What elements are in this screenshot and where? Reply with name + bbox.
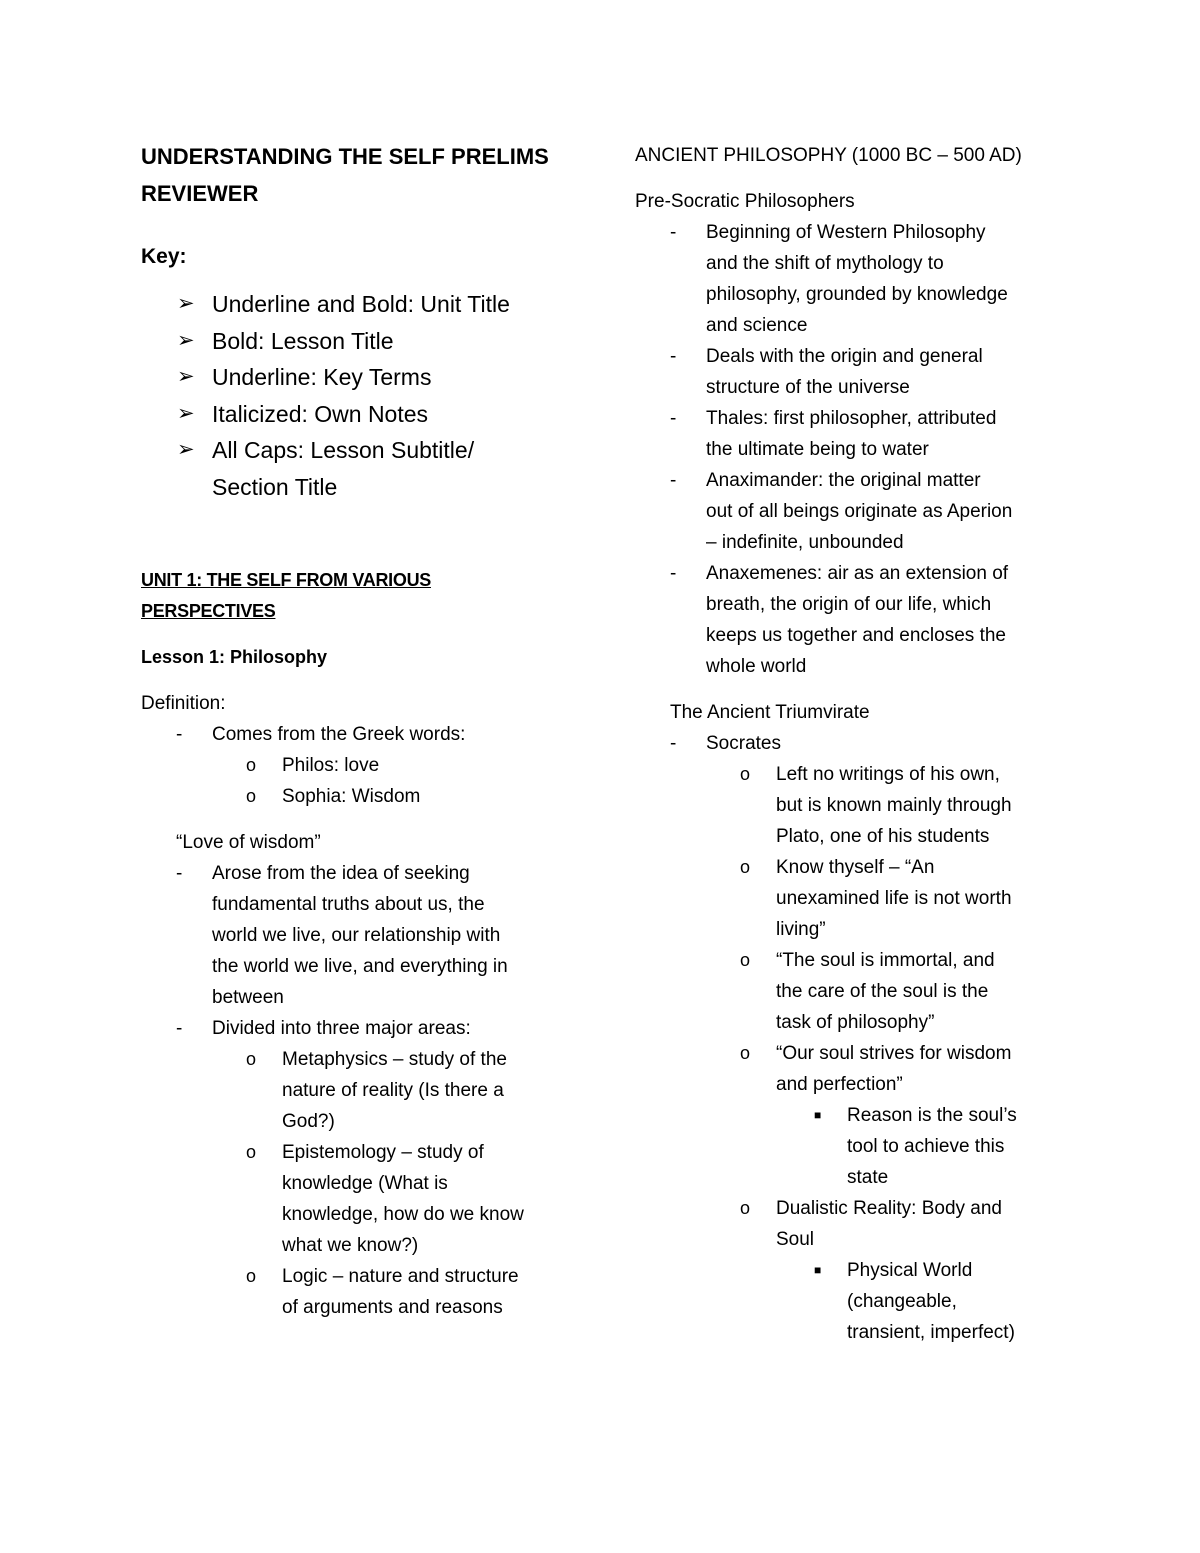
circle-bullet-icon: o <box>740 1198 751 1218</box>
philosophy-list <box>141 858 581 1044</box>
dash-bullet-icon: - <box>670 563 677 584</box>
key-item: ➢ All Caps: Lesson Subtitle/ Section Title <box>141 432 581 505</box>
key-list <box>141 286 581 505</box>
dash-bullet-icon: - <box>176 724 183 745</box>
key-heading: Key: <box>141 245 187 268</box>
section-title: ANCIENT PHILOSOPHY (1000 BC – 500 AD) <box>635 145 1022 166</box>
lesson-title: Lesson 1: Philosophy <box>141 647 328 667</box>
list-item: - Thales: first philosopher, attributed the ultimate being to water <box>635 403 1075 465</box>
right-column <box>635 140 1075 1348</box>
list-item: - Divided into three major areas: <box>141 1013 581 1044</box>
list-item: - Anaxemenes: air as an extension of breath, the origin of our life, which keeps us together and encloses the whole world <box>635 558 1075 682</box>
circle-bullet-icon: o <box>740 857 751 877</box>
title-line-2: REVIEWER <box>141 181 259 206</box>
triumvirate-list <box>635 728 1075 759</box>
circle-bullet-icon: o <box>740 1043 751 1063</box>
list-item: o Metaphysics – study of the nature of reality (Is there a God?) <box>141 1044 581 1137</box>
reason-sub-list <box>635 1100 1075 1193</box>
square-bullet-icon: ■ <box>814 1108 822 1122</box>
key-item: ➢ Bold: Lesson Title <box>141 323 581 360</box>
dash-bullet-icon: - <box>176 863 183 884</box>
circle-bullet-icon: o <box>246 786 257 806</box>
dash-bullet-icon: - <box>670 733 677 754</box>
list-item: - Comes from the Greek words: <box>141 719 581 750</box>
list-item: o Epistemology – study of knowledge (What is knowledge, how do we know what we know?) <box>141 1137 581 1261</box>
areas-list <box>141 1044 581 1323</box>
key-item: ➢ Underline: Key Terms <box>141 359 581 396</box>
list-item: o Know thyself – “An unexamined life is not worth living” <box>635 852 1075 945</box>
title-line-1: UNDERSTANDING THE SELF PRELIMS <box>141 144 549 169</box>
dash-bullet-icon: - <box>670 470 677 491</box>
love-of-wisdom: “Love of wisdom” <box>176 832 321 853</box>
list-item: o “The soul is immortal, and the care of the soul is the task of philosophy” <box>635 945 1075 1038</box>
list-item: o Left no writings of his own, but is known mainly through Plato, one of his students <box>635 759 1075 852</box>
left-column <box>141 138 581 1323</box>
circle-bullet-icon: o <box>246 1049 257 1069</box>
presocratic-list <box>635 217 1075 682</box>
arrow-bullet-icon: ➢ <box>177 292 195 315</box>
unit-title: UNIT 1: THE SELF FROM VARIOUS PERSPECTIVES <box>141 570 431 621</box>
circle-bullet-icon: o <box>740 950 751 970</box>
arrow-bullet-icon: ➢ <box>177 328 195 352</box>
presocratic-label: Pre-Socratic Philosophers <box>635 191 855 212</box>
key-item: ➢ Underline and Bold: Unit Title <box>141 286 581 323</box>
list-item: o Philos: love <box>141 750 581 781</box>
list-item: ■ Physical World (changeable, transient, imperfect) <box>635 1255 1075 1348</box>
arrow-bullet-icon: ➢ <box>177 401 195 425</box>
definition-label: Definition: <box>141 693 226 714</box>
greek-words-list <box>141 750 581 812</box>
list-item: - Deals with the origin and general structure of the universe <box>635 341 1075 403</box>
list-item: o Dualistic Reality: Body and Soul <box>635 1193 1075 1255</box>
physical-sub-list <box>635 1255 1075 1348</box>
socrates-points-list-continued <box>635 1193 1075 1255</box>
list-item: ■ Reason is the soul’s tool to achieve this state <box>635 1100 1075 1193</box>
circle-bullet-icon: o <box>246 1142 257 1162</box>
triumvirate-label: The Ancient Triumvirate <box>670 702 870 723</box>
key-item: ➢ Italicized: Own Notes <box>141 396 581 433</box>
dash-bullet-icon: - <box>670 408 677 429</box>
list-item: - Arose from the idea of seeking fundamental truths about us, the world we live, our relationship with the world we live, and everything in between <box>141 858 581 1013</box>
socrates-points-list <box>635 759 1075 1100</box>
circle-bullet-icon: o <box>246 1266 257 1286</box>
document-title <box>141 138 581 212</box>
dash-bullet-icon: - <box>670 222 677 243</box>
list-item: o Logic – nature and structure of arguments and reasons <box>141 1261 581 1323</box>
circle-bullet-icon: o <box>740 764 751 784</box>
definition-list <box>141 719 581 750</box>
list-item: o Sophia: Wisdom <box>141 781 581 812</box>
list-item: o “Our soul strives for wisdom and perfection” <box>635 1038 1075 1100</box>
arrow-bullet-icon: ➢ <box>177 438 195 461</box>
arrow-bullet-icon: ➢ <box>177 365 195 388</box>
dash-bullet-icon: - <box>670 346 677 367</box>
list-item: - Anaximander: the original matter out of all beings originate as Aperion – indefinite, unbounded <box>635 465 1075 558</box>
list-item: - Socrates <box>635 728 1075 759</box>
circle-bullet-icon: o <box>246 755 257 775</box>
list-item: - Beginning of Western Philosophy and the shift of mythology to philosophy, grounded by knowledge and science <box>635 217 1075 341</box>
dash-bullet-icon: - <box>176 1018 183 1039</box>
square-bullet-icon: ■ <box>814 1263 822 1277</box>
